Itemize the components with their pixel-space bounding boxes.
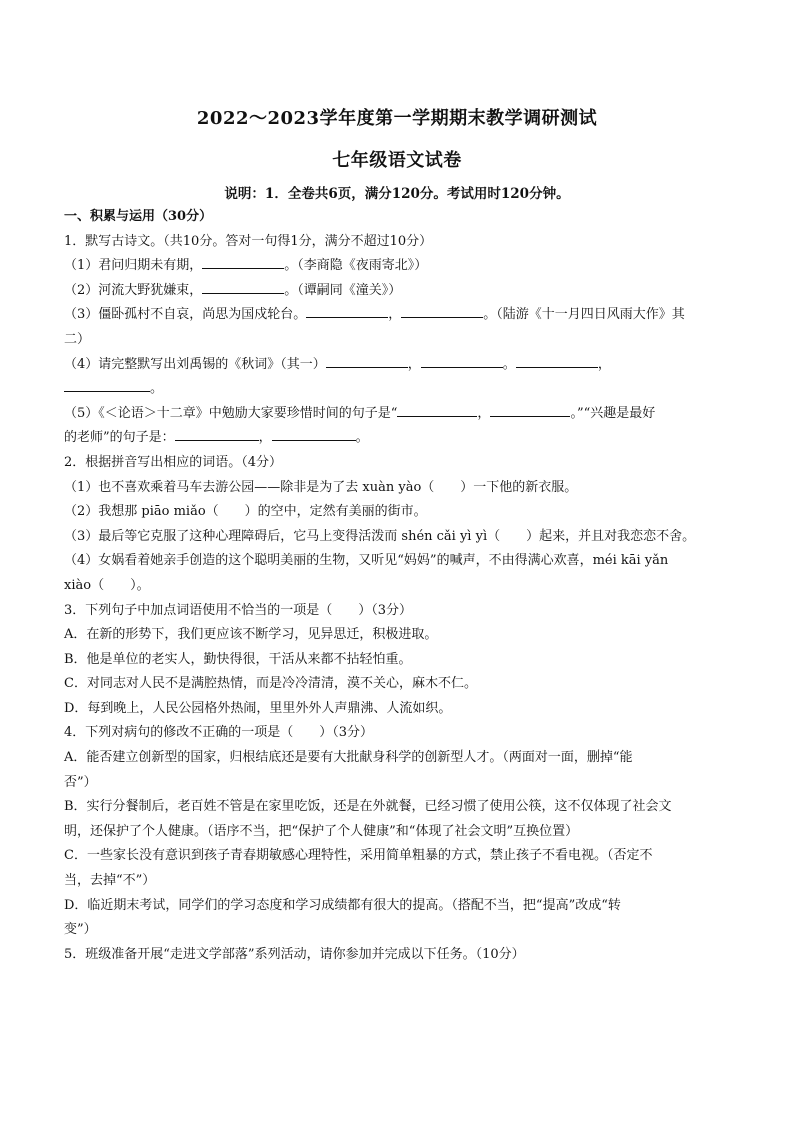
- question-4-option-d: D．临近期末考试，同学们的学习态度和学习成绩都有很大的提高。（搭配不当，把“提高”改成“转: [64, 897, 621, 913]
- answer-blank[interactable]: [421, 353, 503, 368]
- question-1-item-5-cont: 的老师”的句子是： ， 。: [64, 426, 732, 451]
- question-2-item-2: （2）我想那 piāo miǎo（ ）的空中，定然有美丽的街市。: [64, 504, 427, 520]
- exam-body: [64, 205, 732, 967]
- question-1-item-2: （2）河流大野犹嫌束， 。（谭嗣同《潼关》）: [64, 279, 732, 304]
- question-1-item-1: （1）君问归期未有期， 。（李商隐《夜雨寄北》）: [64, 254, 732, 279]
- question-2-item-1: （1）也不喜欢乘着马车去游公园——除非是为了去 xuàn yào（ ）一下他的新衣服。: [64, 479, 578, 495]
- answer-blank[interactable]: [516, 353, 598, 368]
- answer-blank[interactable]: [202, 279, 284, 294]
- answer-blank[interactable]: [326, 353, 408, 368]
- answer-blank[interactable]: [397, 402, 477, 417]
- section-heading: 一、积累与运用（30分）: [64, 209, 213, 224]
- question-4-option-b: B．实行分餐制后，老百姓不管是在家里吃饭，还是在外就餐，已经习惯了使用公筷，这不仅体现了社会文: [64, 799, 672, 815]
- question-4-option-b-cont: 明，还保护了个人健康。（语序不当，把“保护了个人健康”和“体现了社会文明”互换位置）: [64, 823, 579, 839]
- question-4-option-c: C．一些家长没有意识到孩子青春期敏感心理特性，采用简单粗暴的方式，禁止孩子不看电视。（否定不: [64, 848, 653, 864]
- question-3-stem: 3．下列句子中加点词语使用不恰当的一项是（ ）（3分）: [64, 602, 413, 618]
- question-4-option-a: A．能否建立创新型的国家，归根结底还是要有大批献身科学的创新型人才。（两面对一面，删掉“能: [64, 750, 633, 766]
- question-3-option-a: A．在新的形势下，我们更应该不断学习，见异思迁，积极进取。: [64, 627, 438, 643]
- question-1-item-4: （4）请完整默写出刘禹锡的《秋词》（其一） ， 。 ，: [64, 353, 732, 378]
- question-1-item-5: （5）《＜论语＞十二章》中勉励大家要珍惜时间的句子是“ ， 。”“兴趣是最好: [64, 402, 732, 427]
- question-2-item-3: （3）最后等它克服了这种心理障碍后，它马上变得活泼而 shén cǎi yì yì（ ）起来，并且对我恋恋不舍。: [64, 528, 696, 544]
- question-1-stem: 1．默写古诗文。（共10分。答对一句得1分，满分不超过10分）: [64, 233, 433, 249]
- question-5-stem: 5．班级准备开展“走进文学部落”系列活动，请你参加并完成以下任务。（10分）: [64, 946, 525, 962]
- question-3-option-d: D．每到晚上，人民公园格外热闹，里里外外人声鼎沸、人流如织。: [64, 700, 452, 716]
- question-4-option-a-cont: 否”）: [64, 774, 97, 790]
- question-2-stem: 2．根据拼音写出相应的词语。（4分）: [64, 454, 283, 470]
- answer-blank[interactable]: [306, 303, 388, 318]
- exam-instructions: 说明：1．全卷共6页，满分120分。考试用时120分钟。: [224, 186, 570, 202]
- question-1-item-4-cont: 。: [64, 377, 732, 402]
- question-2-item-4: （4）女娲看着她亲手创造的这个聪明美丽的生物，又听见“妈妈”的喊声，不由得满心欢喜，méi kāi yǎn: [64, 553, 669, 569]
- question-3-option-c: C．对同志对人民不是满腔热情，而是冷冷清清，漠不关心，麻木不仁。: [64, 676, 477, 692]
- question-4-stem: 4．下列对病句的修改不正确的一项是（ ）（3分）: [64, 725, 374, 741]
- question-4-option-c-cont: 当，去掉“不”）: [64, 873, 156, 889]
- answer-blank[interactable]: [272, 426, 356, 441]
- question-3-option-b: B．他是单位的老实人，勤快得很，干活从来都不拈轻怕重。: [64, 651, 412, 667]
- answer-blank[interactable]: [490, 402, 570, 417]
- question-4-option-d-cont: 变”）: [64, 922, 97, 938]
- answer-blank[interactable]: [64, 377, 150, 392]
- exam-title: 2022～2023学年度第一学期期末教学调研测试: [196, 108, 598, 129]
- question-1-item-3-cont: 二）: [64, 331, 91, 347]
- answer-blank[interactable]: [202, 254, 284, 269]
- answer-blank[interactable]: [175, 426, 259, 441]
- question-1-item-3: （3）僵卧孤村不自哀，尚思为国戍轮台。 ， 。（陆游《十一月四日风雨大作》其: [64, 303, 732, 328]
- question-2-item-4-cont: xiào（ ）。: [64, 577, 150, 593]
- answer-blank[interactable]: [401, 303, 483, 318]
- exam-subtitle: 七年级语文试卷: [332, 150, 462, 171]
